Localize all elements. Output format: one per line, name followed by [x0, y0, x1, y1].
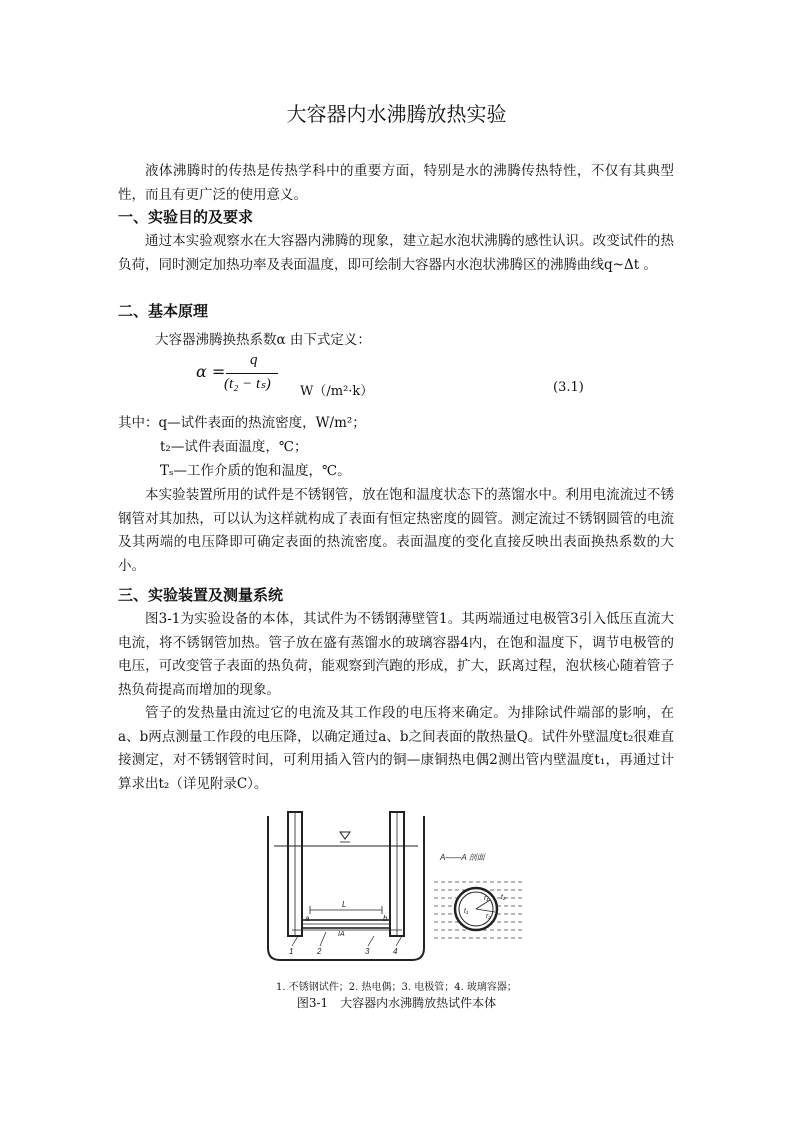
label-2: 2 — [317, 947, 322, 956]
figure-number: 图3-1 大容器内水沸腾放热试件本体 — [296, 996, 497, 1010]
cross-section — [434, 882, 524, 938]
label-L: L — [342, 900, 347, 909]
label-t2: t₂ — [501, 894, 506, 901]
label-ia: IA — [338, 931, 345, 938]
section-3-para-1: 图3-1为实验设备的本体，其试件为不锈钢薄壁管1。其两端通过电极管3引入低压直流大电流，将不锈钢管加热。管子放在盛有蒸馏水的玻璃容器4内，在饱和温度下，调节电极管的电压，可改变管子表面的热负荷，能观察到汽跑的形成，扩大，跃离过程，泡状核心随着管子热负荷提高而增加的现象。 — [118, 611, 674, 698]
where-ts: Tₛ—工作介质的饱和温度，℃。 — [160, 463, 351, 479]
label-4: 4 — [393, 947, 398, 956]
label-r1: r₁ — [484, 895, 489, 902]
section-1-body: 通过本实验观察水在大容器内沸腾的现象，建立起水泡状沸腾的感性认识。改变试件的热负荷，同时测定加热功率及表面温度，即可绘制大容器内水泡状沸腾区的沸腾曲线q~Δt 。 — [118, 233, 674, 273]
figure-3-1 — [262, 808, 534, 973]
intro-paragraph: 液体沸腾时的传热是传热学科中的重要方面，特别是水的沸腾传热特性，不仅有其典型性，而且有更广泛的使用意义。 — [118, 163, 674, 203]
label-section: A——A 剖面 — [440, 853, 485, 862]
figure-caption: 1. 不锈钢试件；2. 热电偶；3. 电极管；4. 玻璃容器； — [276, 982, 517, 993]
label-1: 1 — [289, 947, 294, 956]
label-t1: t₁ — [464, 908, 469, 915]
where-t2: t₂—试件表面温度，℃； — [160, 439, 308, 455]
equation-unit: W（/m²·k） — [300, 384, 374, 399]
equation-numerator: q — [250, 352, 258, 368]
section-1-heading: 一、实验目的及要求 — [118, 208, 254, 226]
label-3: 3 — [365, 947, 370, 956]
equation-3-1 — [196, 352, 676, 402]
label-r2: r₂ — [486, 913, 492, 920]
section-2-heading: 二、基本原理 — [118, 302, 209, 320]
section-2-body: 本实验装置所用的试件是不锈钢管，放在饱和温度状态下的蒸馏水中。利用电流流过不锈钢管对其加热，可以认为这样就构成了表面有恒定热密度的圆管。测定流过不锈钢圆管的电流及其两端的电压降即可确定表面的热流密度。表面温度的变化直接反映出表面换热系数的大小。 — [118, 487, 674, 574]
equation-denominator: (t₂ − tₛ) — [224, 376, 271, 392]
label-a: a — [305, 914, 310, 923]
label-b: b — [383, 914, 388, 923]
equation-lhs: α = — [196, 362, 226, 381]
equation-number: (3.1) — [553, 380, 584, 395]
page-title: 大容器内水沸腾放热实验 — [286, 102, 507, 126]
water-level-icon — [340, 832, 350, 839]
section-3-para-2: 管子的发热量由流过它的电流及其工作段的电压将来确定。为排除试件端部的影响，在a、b两点测量工作段的电压降，以确定通过a、b之间表面的散热量Q。试件外壁温度t₂很难直接测定，对不锈钢管时间，可利用插入管内的铜—康铜热电偶2测出管内壁温度t₁，再通过计算求出t₂（详见附录C）。 — [118, 705, 674, 792]
formula-lead: 大容器沸腾换热系数α 由下式定义： — [155, 332, 371, 348]
section-3-heading: 三、实验装置及测量系统 — [118, 586, 284, 604]
where-q: 其中：q—试件表面的热流密度，W/m²； — [118, 415, 366, 431]
